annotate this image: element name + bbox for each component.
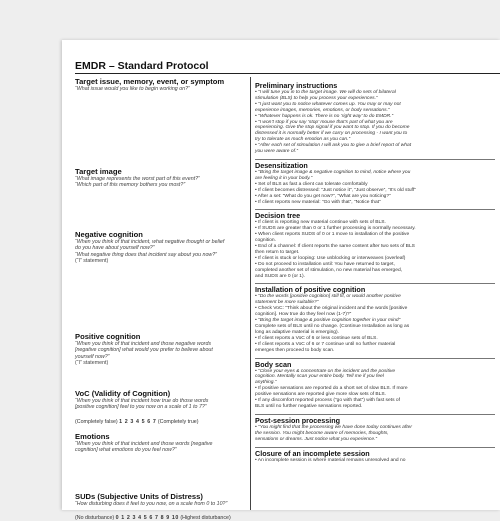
instruction-line: • “Close your eyes & concentrate on the incident and the positive bbox=[255, 368, 396, 374]
instruction-line: • After a set: “What do you get now?”, “What are you noticing?” bbox=[255, 193, 391, 199]
scale-high-label: (Highest disturbance) bbox=[178, 515, 231, 521]
prompt-line: do you have about yourself now?” bbox=[75, 245, 155, 252]
instruction-line: • If client reports a VoC of 6 or less continue sets of BLS. bbox=[255, 335, 378, 341]
instruction-line: • End of a channel: If client reports the same content after two sets of BLS bbox=[255, 244, 415, 250]
instruction-line: • If any discomfort reported process (“go with that”) with fast sets of bbox=[255, 398, 400, 404]
instruction-section bbox=[255, 447, 495, 464]
prompt-text bbox=[75, 441, 250, 454]
instruction-text bbox=[255, 170, 495, 205]
prompt-text bbox=[75, 86, 250, 92]
instruction-line: • “Do the words [positive cognition] still fit, or would another positive bbox=[255, 294, 401, 300]
instruction-line: cognition]. How true do they feel now (1-7)?” bbox=[255, 312, 352, 318]
section-heading: Target image bbox=[75, 167, 122, 176]
scale-low-label: (No disturbance) bbox=[75, 515, 116, 521]
instruction-text bbox=[255, 294, 495, 353]
instruction-line: Complete sets of BLS until no change. (Continue Installation as long as bbox=[255, 324, 410, 329]
protocol-sheet bbox=[62, 40, 500, 521]
instruction-text bbox=[255, 458, 495, 464]
instruction-line: sensations or dreams. Just notice what you experience.” bbox=[255, 436, 378, 442]
prompt-section bbox=[75, 230, 250, 265]
instruction-section bbox=[255, 414, 495, 443]
instruction-line: you were aware of.” bbox=[255, 149, 298, 155]
prompt-line: “How disturbing does it feel to you now, on a scale from 0 to 10?” bbox=[75, 501, 228, 507]
prompt-section bbox=[75, 167, 250, 189]
section-heading: Positive cognition bbox=[75, 332, 141, 341]
instruction-line: • “I won’t stop if you say ‘stop’ mouse that’s part of what you are bbox=[255, 119, 393, 125]
instruction-line: • If SUDS are greater than 0 or 1 further processing is normally necessary. bbox=[255, 226, 416, 232]
instruction-line: • “I will tune you in to the target image. We will do sets of bilateral bbox=[255, 90, 396, 95]
instruction-line: • If positive sensations are reported do a short set of slow BLS. If more bbox=[255, 386, 408, 392]
instruction-text bbox=[255, 425, 495, 443]
instruction-line: • “After each set of stimulation I will ask you to give a brief report of what bbox=[255, 143, 412, 149]
section-heading: Closure of an incomplete session bbox=[255, 447, 495, 458]
instruction-text bbox=[255, 369, 495, 410]
instruction-text bbox=[255, 220, 495, 279]
prompt-text bbox=[75, 501, 250, 507]
instruction-line: BLS until no further negative sensations reported. bbox=[255, 403, 363, 409]
column-divider bbox=[250, 77, 251, 510]
instruction-text bbox=[255, 90, 495, 155]
instruction-line: • “I just want you to notice whatever comes up. You may or may not bbox=[255, 101, 401, 107]
instruction-line: emerges then proceed to body scan. bbox=[255, 347, 335, 353]
instruction-line: anything.” bbox=[255, 380, 277, 386]
prompt-line: (“I” statement) bbox=[75, 360, 109, 367]
instruction-line: the session. You might become aware of memories, thoughts, bbox=[255, 430, 389, 436]
instruction-section bbox=[255, 80, 495, 155]
instruction-line: • If client is stuck or looping: Use unblocking or interweaves (overleaf) bbox=[255, 255, 406, 261]
instruction-line: • “Bring the target image & negative cognition to mind, notice where you bbox=[255, 169, 411, 175]
scale-numbers: 0 1 2 3 4 5 6 7 8 9 10 bbox=[115, 515, 179, 521]
rating-scale bbox=[75, 515, 250, 521]
instruction-line: • Set of BLS as fast a client can tolerate comfortably bbox=[255, 181, 368, 187]
instruction-line: completed another set of stimulation, no new material has emerged, bbox=[255, 267, 403, 273]
prompt-line: cognition] what emotions do you feel now?” bbox=[75, 447, 177, 454]
prompt-text bbox=[75, 239, 250, 265]
instruction-line: then return to target. bbox=[255, 249, 300, 255]
section-heading: Body scan bbox=[255, 358, 495, 369]
instruction-line: • “You might find that the processing we have done today continues after bbox=[255, 424, 412, 430]
section-heading: Preliminary instructions bbox=[255, 81, 338, 90]
scale-high-label: (Completely true) bbox=[156, 418, 199, 425]
prompt-line: “Which part of this memory bothers you most?” bbox=[75, 182, 186, 189]
prompt-section bbox=[75, 432, 250, 454]
instruction-line: cognition. Mentally scan your entire body. Tell me if you feel bbox=[255, 374, 384, 380]
instruction-line: • If client reports a VoC of 6 or 7 continue until no further material bbox=[255, 341, 396, 347]
instruction-line: • If client is reporting new material continue with sets of BLS. bbox=[255, 220, 386, 226]
instruction-line: • “Whatever happens is ok. There is no ‘right way’ to do EMDR.” bbox=[255, 113, 394, 119]
rating-scale bbox=[75, 419, 250, 425]
instruction-line: experience images, memories, emotions, or body sensations.” bbox=[255, 107, 390, 113]
prompt-line: [positive cognition] feel to you now on a scale of 1 to 7?” bbox=[75, 404, 207, 411]
instruction-line: • “Bring the target image & positive cognition together in your mind” bbox=[255, 318, 401, 324]
instruction-line: try to tolerate as much emotion as you can.” bbox=[255, 137, 351, 143]
prompt-text bbox=[75, 398, 250, 411]
section-heading: Emotions bbox=[75, 432, 110, 441]
instruction-section bbox=[255, 358, 495, 410]
prompt-text bbox=[75, 176, 250, 189]
prompt-line: “What negative thing does that incident say about you now?” bbox=[75, 251, 217, 258]
prompt-text bbox=[75, 341, 250, 367]
instruction-line: and SUDS are 0 (or 1). bbox=[255, 273, 306, 279]
scale-numbers: 1 2 3 4 5 6 7 bbox=[119, 418, 157, 425]
instruction-line: • If client reports new material: “Go with that”, “Notice that” bbox=[255, 199, 381, 205]
title-rule bbox=[75, 73, 500, 74]
instruction-section bbox=[255, 159, 495, 205]
instruction-line: long as adaptive material is emerging). bbox=[255, 329, 339, 335]
prompt-section bbox=[75, 77, 250, 92]
section-heading: Target issue, memory, event, or symptom bbox=[75, 77, 225, 86]
prompt-line: “What issue would you like to begin working on?” bbox=[75, 86, 190, 92]
prompt-line: “What image represents the worst part of this event?” bbox=[75, 176, 200, 182]
instruction-line: distressed it is normally better if we carry on processing - I want you to bbox=[255, 131, 408, 137]
instruction-line: • If client becomes distressed: “Just notice it”, “Just observe”, “It’s old stuff” bbox=[255, 187, 416, 193]
prompt-section bbox=[75, 492, 250, 521]
prompt-line: “When you think of that incident how true do those words bbox=[75, 398, 209, 404]
instruction-line: positive sensations are reported give more slow sets of BLS. bbox=[255, 392, 387, 398]
instruction-line: • When client reports SUDS of 0 or 1 move to installation of the positive bbox=[255, 232, 410, 238]
prompt-line: (“I” statement) bbox=[75, 258, 109, 265]
page-title: EMDR – Standard Protocol bbox=[75, 60, 209, 72]
instruction-line: are feeling it in your body.” bbox=[255, 175, 313, 181]
prompt-line: yourself now?” bbox=[75, 353, 110, 360]
instruction-line: stimulation (BLS) to help you process your experiences.” bbox=[255, 95, 378, 101]
prompt-line: “When you think of that incident, what negative thought or belief bbox=[75, 239, 225, 245]
instruction-section bbox=[255, 283, 495, 353]
instruction-line: statement be more suitable?” bbox=[255, 300, 319, 306]
right-column bbox=[255, 80, 495, 468]
instruction-line: experiencing. Give the stop signal if you want to stop. If you do become bbox=[255, 125, 410, 131]
prompt-line: [negative cognition] what would you prefer to believe about bbox=[75, 347, 213, 354]
instruction-line: • Do not proceed to installation until: You have returned to target, bbox=[255, 261, 395, 267]
section-heading: Installation of positive cognition bbox=[255, 283, 495, 294]
section-heading: Desensitization bbox=[255, 159, 495, 170]
instruction-line: • An incomplete session is where material remains unresolved and no bbox=[255, 457, 406, 463]
section-heading: Negative cognition bbox=[75, 230, 143, 239]
section-heading: Post-session processing bbox=[255, 414, 495, 425]
section-heading: Decision tree bbox=[255, 209, 495, 220]
instruction-line: cognition. bbox=[255, 238, 276, 244]
instruction-section bbox=[255, 209, 495, 279]
prompt-line: “When you think of that incident and those words [negative bbox=[75, 441, 213, 447]
prompt-section bbox=[75, 389, 250, 425]
scale-low-label: (Completely false) bbox=[75, 418, 120, 425]
section-heading: SUDs (Subjective Units of Distress) bbox=[75, 492, 203, 501]
prompt-line: “When you think of that incident and those negative words bbox=[75, 341, 212, 347]
section-heading: VoC (Validity of Cognition) bbox=[75, 389, 171, 398]
instruction-line: • Check VoC: “Think about the original incident and the words [positive bbox=[255, 306, 408, 312]
prompt-section bbox=[75, 332, 250, 367]
